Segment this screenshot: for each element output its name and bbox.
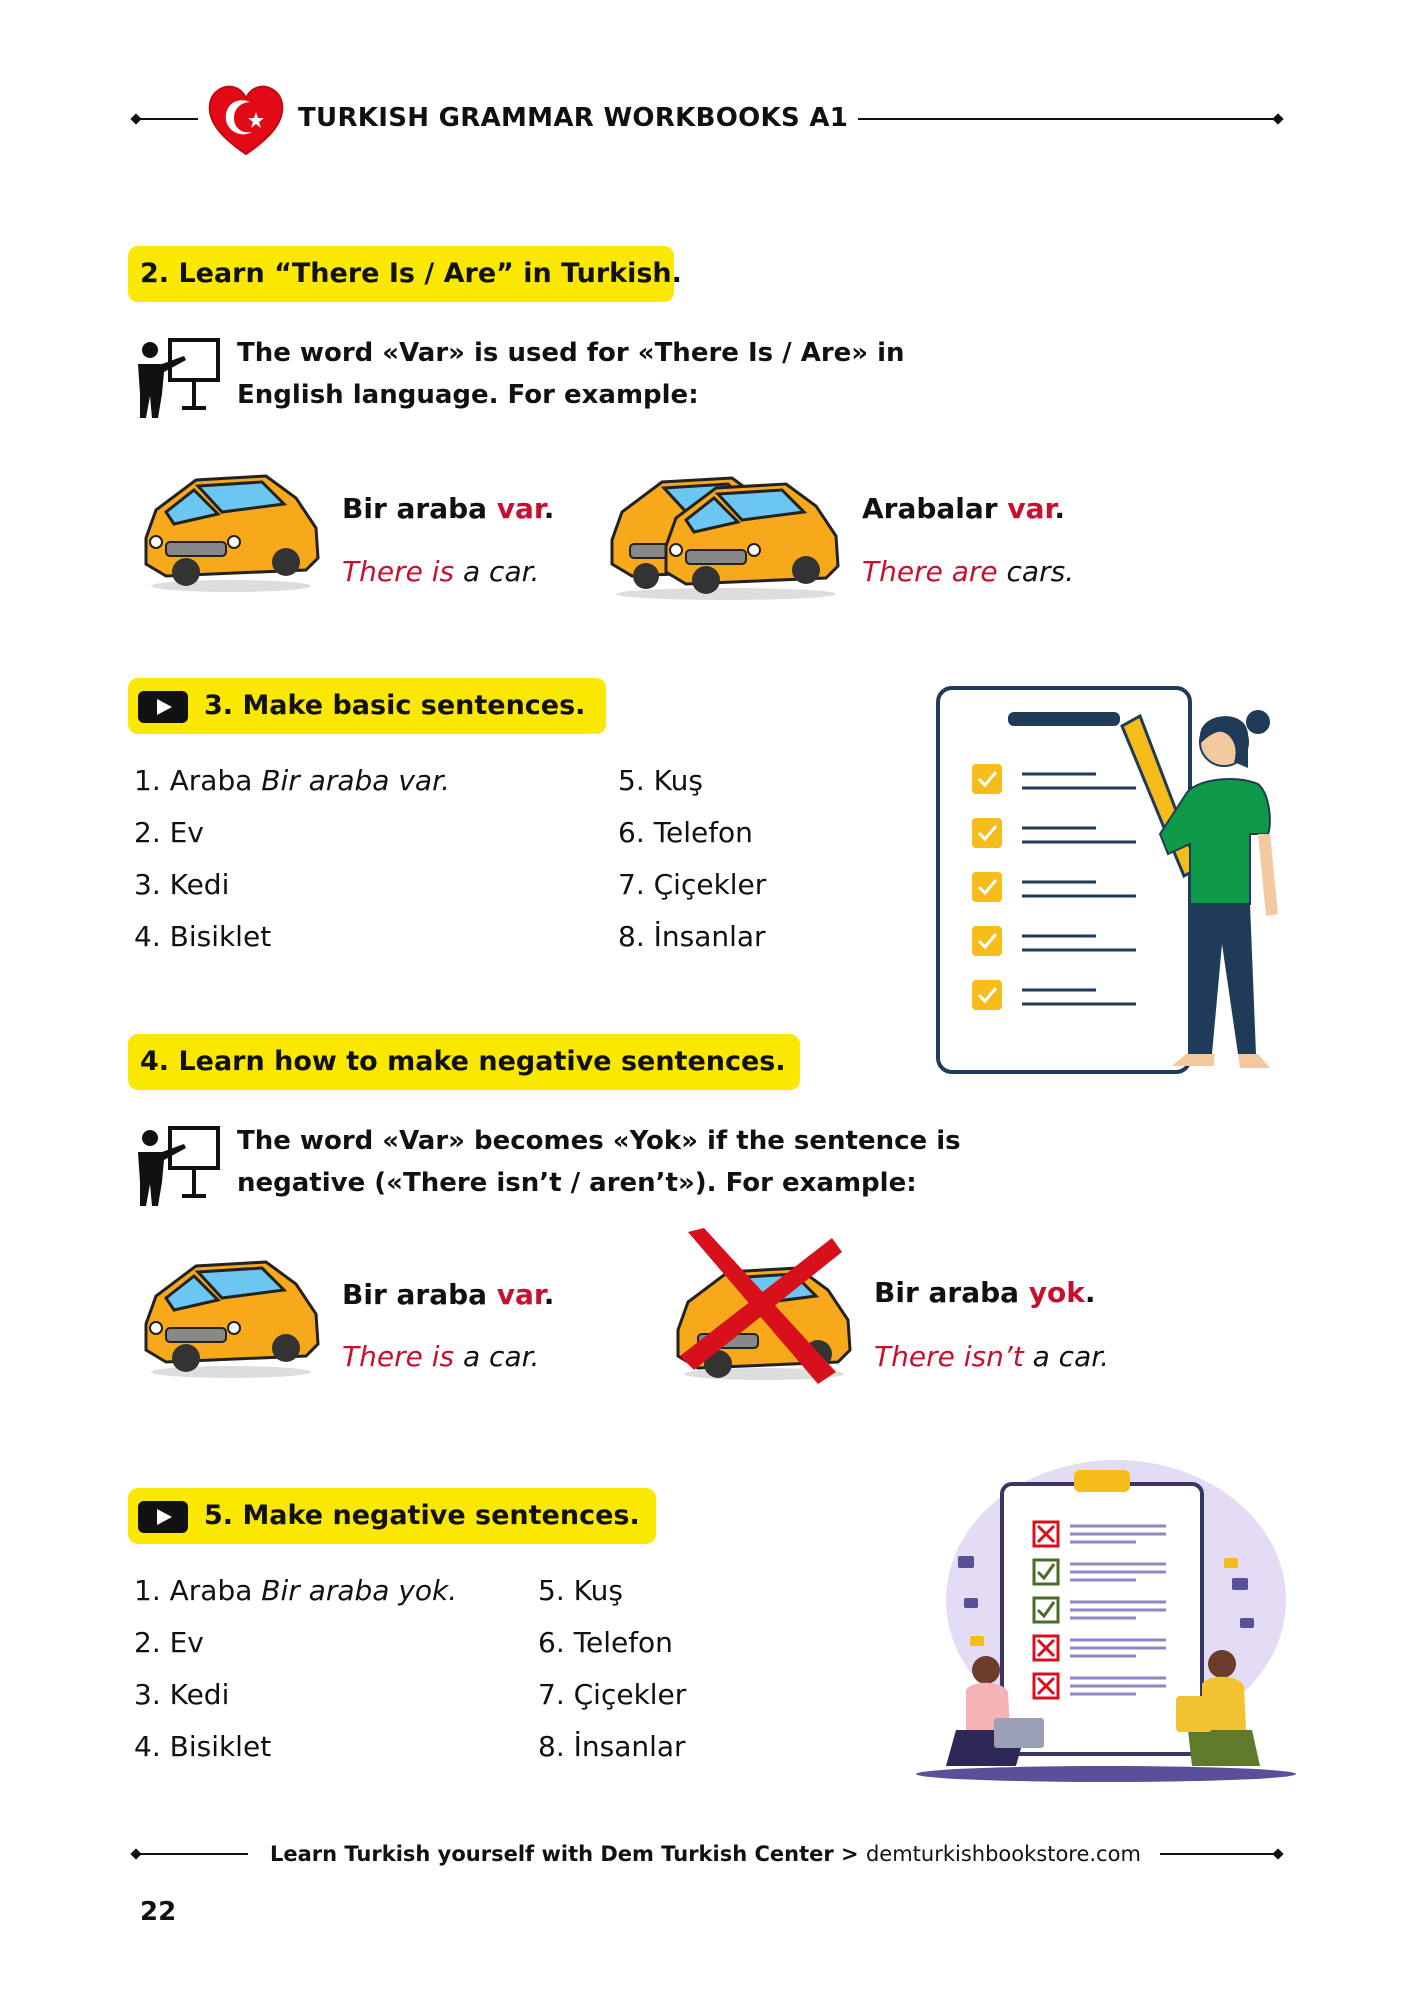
example3-trans-keyword: There is: [342, 1340, 455, 1373]
section2-heading-pill: [128, 246, 682, 302]
example2-trans-rest: cars.: [997, 555, 1075, 588]
turkish-flag-heart-icon: [206, 82, 286, 158]
page-number: 22: [140, 1897, 177, 1927]
section4-info: [237, 1120, 997, 1204]
video-play-icon[interactable]: [138, 1501, 188, 1533]
example1-sentence: [342, 492, 554, 525]
section3-item-7: 7. Çiçekler: [618, 868, 767, 901]
video-play-icon[interactable]: [138, 691, 188, 723]
example2-translation: [862, 555, 1074, 588]
footer-promo: [270, 1842, 1140, 1866]
section5-item-3: 3. Kedi: [134, 1678, 230, 1711]
header-rule-right: [858, 118, 1278, 120]
example1-post: .: [543, 492, 555, 525]
example2-trans-keyword: There are: [862, 555, 998, 588]
example3-trans-rest: a car.: [454, 1340, 540, 1373]
section3-item-5: 5. Kuş: [618, 764, 703, 797]
section5-item-6: 6. Telefon: [538, 1626, 673, 1659]
section3-heading-pill: [128, 678, 606, 734]
section3-item-4: 4. Bisiklet: [134, 920, 272, 953]
example4-translation: [874, 1340, 1109, 1373]
section3-item-2: 2. Ev: [134, 816, 204, 849]
example3-keyword: var: [496, 1278, 544, 1311]
example3-post: .: [543, 1278, 555, 1311]
footer-rule-left: [136, 1853, 248, 1855]
section2-info-line1: The word «Var» is used for «There Is / Are» in: [237, 338, 905, 368]
section5-item-1: [134, 1574, 457, 1607]
example4-trans-keyword: There isn’t: [874, 1340, 1024, 1373]
footer-url-link[interactable]: demturkishbookstore.com: [865, 1842, 1141, 1866]
section5-item-8: 8. İnsanlar: [538, 1730, 686, 1763]
section2-heading: 2. Learn “There Is / Are” in Turkish.: [140, 258, 682, 289]
teacher-board-icon: [132, 1126, 224, 1208]
section3-item-3: 3. Kedi: [134, 868, 230, 901]
item-prompt: 1. Araba: [134, 1574, 262, 1607]
example3-translation: [342, 1340, 539, 1373]
example3-pre: Bir araba: [342, 1278, 497, 1311]
example4-sentence: [874, 1276, 1096, 1309]
section3-item-8: 8. İnsanlar: [618, 920, 766, 953]
car-icon: [136, 1244, 326, 1384]
example4-post: .: [1084, 1276, 1096, 1309]
example2-post: .: [1054, 492, 1065, 525]
section4-info-line1: The word «Var» becomes «Yok» if the sentence is: [237, 1126, 961, 1156]
example2-pre: Arabalar: [862, 492, 1008, 525]
footer-bold-text: Learn Turkish yourself with Dem Turkish Center: [270, 1842, 834, 1866]
header-rule-left: [136, 118, 198, 120]
section3-heading: 3. Make basic sentences.: [204, 690, 586, 721]
example4-pre: Bir araba: [874, 1276, 1029, 1309]
workbook-title: TURKISH GRAMMAR WORKBOOKS A1: [298, 103, 849, 133]
footer-arrow: >: [833, 1842, 866, 1866]
section3-item-6: 6. Telefon: [618, 816, 753, 849]
checklist-people-illustration: [906, 1460, 1306, 1790]
example2-sentence: [862, 492, 1065, 525]
section3-item-1: [134, 764, 450, 797]
section5-heading: 5. Make negative sentences.: [204, 1500, 640, 1531]
section4-heading-pill: [128, 1034, 800, 1090]
example2-keyword: var: [1007, 492, 1055, 525]
teacher-board-icon: [132, 338, 224, 420]
section2-info: [237, 332, 997, 416]
item-prompt: 1. Araba: [134, 764, 262, 797]
section5-heading-pill: [128, 1488, 656, 1544]
example1-trans-rest: a car.: [454, 555, 540, 588]
section5-item-4: 4. Bisiklet: [134, 1730, 272, 1763]
section5-item-5: 5. Kuş: [538, 1574, 623, 1607]
footer-rule-right: [1160, 1853, 1278, 1855]
checklist-woman-illustration: [928, 684, 1308, 1084]
section4-heading: 4. Learn how to make negative sentences.: [140, 1046, 786, 1077]
example1-translation: [342, 555, 539, 588]
example4-trans-rest: a car.: [1023, 1340, 1110, 1373]
example1-trans-keyword: There is: [342, 555, 455, 588]
section4-info-line2: negative («There isn’t / aren’t»). For example:: [237, 1168, 917, 1198]
crossed-car-icon: [664, 1224, 864, 1394]
item-answer: Bir araba yok.: [261, 1574, 458, 1607]
section5-item-7: 7. Çiçekler: [538, 1678, 687, 1711]
example1-keyword: var: [496, 492, 544, 525]
car-icon: [136, 458, 326, 598]
two-cars-icon: [606, 458, 846, 608]
item-answer: Bir araba var.: [261, 764, 450, 797]
example3-sentence: [342, 1278, 554, 1311]
section2-info-line2: English language. For example:: [237, 380, 699, 410]
example1-pre: Bir araba: [342, 492, 497, 525]
example4-keyword: yok: [1028, 1276, 1085, 1309]
section5-item-2: 2. Ev: [134, 1626, 204, 1659]
